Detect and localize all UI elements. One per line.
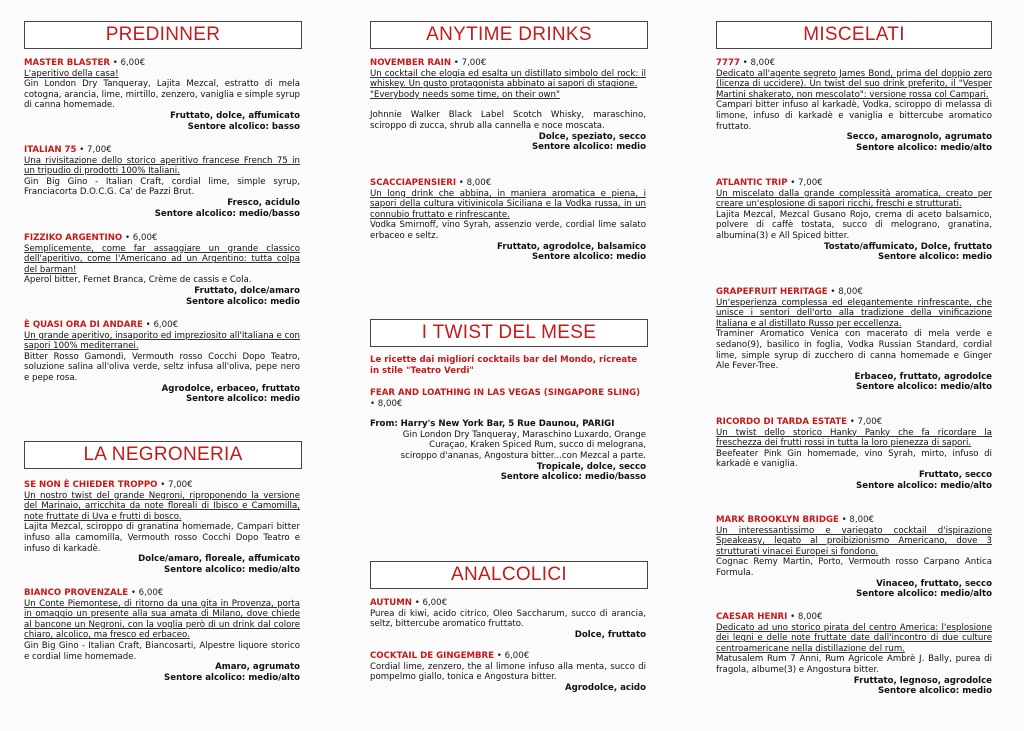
item-price: • 7,00€	[790, 178, 823, 188]
item-description: Un'esperienza complessa ed elegantemente rinfrescante, che unisce i sentori dell'orto alla tradizione della vinificazione Italiana e al distillato Russo per eccellenza.	[716, 297, 992, 329]
item-description: Dedicato ad uno storico pirata del centro America: l'esplosione dei legni e delle note fruttate date dall'incontro di due culture centroamericane nella distillazione del rum.	[716, 622, 992, 654]
item-flavor: Fruttato, dolce, affumicato	[170, 110, 300, 121]
item-alcohol: Sentore alcolico: medio/basso	[154, 208, 300, 219]
item-alcohol: Sentore alcolico: basso	[187, 121, 300, 132]
item-alcohol: Sentore alcolico: medio/alto	[164, 672, 300, 683]
item-ingredients: Matusalem Rum 7 Anni, Rum Agricole Ambrè J. Bally, purea di fragola, albume(3) e Angostura bitter.	[716, 654, 992, 675]
item-ingredients: Gin Big Gino - Italian Craft, cordial lime, simple syrup, Franciacorta D.O.C.G. Ca' de Pazzi Brut.	[24, 176, 300, 198]
item-description: Un miscelato dalla grande complessità aromatica, creato per creare un'esplosione di sapori ricchi, freschi e strutturati.	[716, 188, 992, 210]
section-title-analcolici: ANALCOLICI	[370, 561, 648, 589]
item-ingredients: Vodka Smirnoff, vino Syrah, assenzio verde, cordial lime salato erbaceo e seltz.	[370, 220, 646, 241]
item-flavor: Tostato/affumicato, Dolce, fruttato	[823, 241, 992, 252]
item-alcohol: Sentore alcolico: medio/alto	[856, 589, 992, 600]
menu-item	[370, 178, 646, 263]
item-flavor: Erbaceo, fruttato, agrodolce	[854, 371, 992, 382]
item-flavor: Amaro, agrumato	[215, 662, 300, 673]
item-description: Semplicemente, come far assaggiare un grande classico dell'aperitivo, come l'Americano ad un Argentino: tutta colpa del barman!	[24, 243, 300, 275]
item-price: • 6,00€	[145, 320, 179, 330]
item-price: • 8,00€	[370, 398, 403, 409]
item-price: • 7,00€	[79, 145, 112, 155]
item-ingredients: Gin London Dry Tanqueray, Maraschino Luxardo, Orange Curaçao, Kraken Spiced Rum, succo di melograna, sciroppo d'ananas, Angostura bitter...con Mezcal a parte.	[400, 429, 646, 461]
item-ingredients: Aperol bitter, Fernet Branca, Crème de cassis e Cola.	[24, 275, 252, 286]
item-ingredients: Cognac Remy Martin, Porto, Vermouth rosso Carpano Antica Formula.	[716, 557, 992, 578]
item-price: • 6,00€	[124, 233, 158, 243]
item-quote: "Everybody needs some time, on their own"	[370, 89, 560, 100]
item-name: CAESAR HENRI	[716, 612, 788, 622]
item-ingredients: Gin Big Gino - Italian Craft, Biancosarti, Alpestre liquore storico e cordial lime homemade.	[24, 640, 300, 662]
item-alcohol: Sentore alcolico: medio	[185, 394, 300, 405]
item-name: RICORDO DI TARDA ESTATE	[716, 417, 848, 427]
item-ingredients: Johnnie Walker Black Label Scotch Whisky, maraschino, sciroppo di zucca, shrub alla cannella e noce moscata.	[370, 110, 646, 131]
menu-item	[370, 58, 646, 153]
item-name: AUTUMN	[370, 598, 412, 608]
item-description: Un interessantissimo e variegato cocktail d'ispirazione Speakeasy, legato al proibizionismo Americano, dove 3 strutturati vinacei Europei si fondono.	[716, 525, 992, 557]
item-price: • 7,00€	[453, 58, 487, 68]
item-price: • 8,00€	[841, 515, 875, 525]
item-name: ATLANTIC TRIP	[716, 178, 788, 188]
menu-item	[370, 598, 646, 640]
item-price: • 6,00€	[496, 651, 530, 661]
item-flavor: Vinaceo, fruttato, secco	[876, 578, 992, 589]
item-name: COCKTAIL DE GINGEMBRE	[370, 651, 495, 661]
item-ingredients: Purea di kiwi, acido citrico, Oleo Saccharum, succo di arancia, seltz, bittercube aromatico fruttato.	[370, 608, 646, 630]
item-alcohol: Sentore alcolico: medio	[877, 252, 992, 263]
item-price: • 8,00€	[742, 58, 776, 68]
item-alcohol: Sentore alcolico: medio	[531, 252, 646, 263]
item-name: FEAR AND LOATHING IN LAS VEGAS (SINGAPORE SLING)	[370, 388, 641, 398]
item-name: NOVEMBER RAIN	[370, 58, 452, 68]
menu-item	[24, 320, 300, 405]
item-name: GRAPEFRUIT HERITAGE	[716, 287, 828, 297]
item-flavor: Dolce, fruttato	[574, 629, 646, 640]
twist-origin-place: Harry's New York Bar, 5 Rue Daunou, PARIGI	[400, 419, 615, 430]
item-flavor: Fruttato, legnoso, agrodolce	[853, 675, 992, 686]
section-title-la-negroneria: LA NEGRONERIA	[24, 441, 302, 469]
item-description: Un long drink che abbina, in maniera aromatica e piena, i sapori della cultura vitivinicola Siciliana e la Vodka russa, in un connubio fruttato e rinfrescante.	[370, 188, 646, 220]
item-flavor: Fruttato, agrodolce, balsamico	[497, 241, 646, 252]
menu-item	[716, 515, 992, 600]
item-price: • 7,00€	[849, 417, 883, 427]
item-alcohol: Sentore alcolico: medio/alto	[856, 142, 992, 153]
menu-item	[24, 58, 300, 132]
item-name: 7777	[716, 58, 740, 68]
item-description: L'aperitivo della casa!	[24, 68, 119, 79]
section-title-anytime-drinks: ANYTIME DRINKS	[370, 21, 648, 49]
item-name: ITALIAN 75	[24, 145, 77, 155]
item-description: Dedicato all'agente segreto James Bond, prima del doppio zero (licenza di uccidere). Un twist del suo drink preferito, il "Vesper Martini shakerato, non mescolato": versione rossa col Campari.	[716, 68, 992, 100]
item-name: È QUASI ORA DI ANDARE	[24, 320, 143, 330]
item-ingredients: Cordial lime, zenzero, the al limone infuso alla menta, succo di pompelmo giallo, tonica e Angostura bitter.	[370, 661, 646, 683]
item-flavor: Dolce, speziato, secco	[538, 131, 646, 142]
item-description: Un Conte Piemontese, di ritorno da una gita in Provenza, porta in omaggio un presente alla sua amata di Milano, dove chiede al bancone un Negroni, con la voglia però di un drink dal colore chiaro, alcolico, ma fresco ed erbaceo.	[24, 598, 300, 641]
item-description: Un nostro twist del grande Negroni, riproponendo la versione del Marinaio, arricchita da note floreali di Ibisco e Camomilla, note fruttate di Uva e frutti di bosco.	[24, 490, 300, 522]
item-price: • 6,00€	[414, 598, 448, 608]
item-alcohol: Sentore alcolico: medio/basso	[500, 472, 646, 483]
item-price: • 8,00€	[790, 612, 823, 622]
item-ingredients: Bitter Rosso Gamondi, Vermouth rosso Cocchi Dopo Teatro, soluzione salina all'oliva verde, seltz infusa all'oliva, pepe nero e pepe rosa.	[24, 351, 300, 383]
item-flavor: Dolce/amaro, floreale, affumicato	[138, 554, 300, 565]
item-alcohol: Sentore alcolico: medio	[531, 142, 646, 153]
menu-item	[716, 612, 992, 697]
item-price: • 6,00€	[130, 588, 164, 598]
item-name: MARK BROOKLYN BRIDGE	[716, 515, 839, 525]
item-flavor: Fresco, acidulo	[227, 197, 300, 208]
item-alcohol: Sentore alcolico: medio/alto	[856, 480, 992, 491]
item-flavor: Tropicale, dolce, secco	[536, 461, 646, 472]
menu-item	[716, 178, 992, 263]
item-flavor: Agrodolce, acido	[564, 682, 646, 693]
item-price: • 7,00€	[160, 480, 193, 490]
item-flavor: Agrodolce, erbaceo, fruttato	[161, 383, 300, 394]
item-alcohol: Sentore alcolico: medio/alto	[856, 382, 992, 393]
twist-item	[370, 388, 646, 483]
item-ingredients: Lajita Mezcal, sciroppo di granatina homemade, Campari bitter infuso alla camomilla, Vermouth rosso Cocchi Dopo Teatro e infuso di karkadè.	[24, 522, 300, 554]
item-flavor: Fruttato, secco	[919, 469, 992, 480]
item-alcohol: Sentore alcolico: medio	[185, 296, 300, 307]
item-alcohol: Sentore alcolico: medio/alto	[164, 564, 300, 575]
item-ingredients: Lajita Mezcal, Mezcal Gusano Rojo, crema di aceto balsamico, polvere di caffè tostata, succo di melograno, granatina, albumina(3) e All Spiced bitter.	[716, 209, 992, 241]
section-title-twist-del-mese: I TWIST DEL MESE	[370, 319, 648, 347]
item-description: Un twist dello storico Hanky Panky che fa ricordare la freschezza dei frutti rossi in tutta la loro pienezza di sapori.	[716, 427, 992, 449]
twist-intro-note: Le ricette dai migliori cocktails bar del Mondo, ricreate in stile "Teatro Verdi"	[370, 355, 638, 376]
menu-item	[24, 233, 300, 307]
item-flavor: Secco, amarognolo, agrumato	[846, 132, 992, 143]
menu-item	[24, 145, 300, 219]
item-price: • 8,00€	[458, 178, 492, 188]
section-title-predinner: PREDINNER	[24, 21, 302, 49]
item-ingredients: Traminer Aromatico Venica con macerato di mela verde e sedano(9), basilico in foglia, Vodka Russian Standard, cordial lime, simple syrup di zucchero di canna homemade e Ginger Ale Fever-Tree.	[716, 329, 992, 372]
item-price: • 6,00€	[112, 58, 146, 68]
item-price: • 8,00€	[830, 287, 863, 297]
menu-item	[716, 58, 992, 153]
menu-item	[370, 651, 646, 693]
item-flavor: Fruttato, dolce/amaro	[194, 285, 300, 296]
item-ingredients: Gin London Dry Tanqueray, Lajita Mezcal, estratto di mela cotogna, arancia, lime, mirtillo, zenzero, vaniglia e simple syrup di canna homemade.	[24, 79, 300, 111]
item-description: Un grande aperitivo, insaporito ed impreziosito all'Italiana e con sapori 100% mediterranei.	[24, 330, 300, 352]
twist-origin	[370, 419, 646, 430]
item-name: SCACCIAPENSIERI	[370, 178, 457, 188]
item-name: FIZZIKO ARGENTINO	[24, 233, 123, 243]
item-name: MASTER BLASTER	[24, 58, 110, 68]
menu-item	[24, 480, 300, 575]
item-name: BIANCO PROVENZALE	[24, 588, 129, 598]
item-name: SE NON È CHIEDER TROPPO	[24, 480, 158, 490]
item-alcohol: Sentore alcolico: medio	[877, 686, 992, 697]
item-ingredients: Campari bitter infuso al karkadè, Vodka, sciroppo di melassa di limone, infuso di karkadè e vaniglia e bittercube aromatico fruttato.	[716, 100, 992, 132]
item-ingredients: Beefeater Pink Gin homemade, vino Syrah, mirto, infuso di karkadè e vaniglia.	[716, 448, 992, 470]
twist-origin-label: From:	[370, 419, 398, 430]
menu-item	[716, 417, 992, 491]
menu-item	[716, 287, 992, 393]
item-description: Una rivisitazione dello storico aperitivo francese French 75 in un tripudio di prodotti 100% Italiani.	[24, 155, 300, 177]
section-title-miscelati: MISCELATI	[716, 21, 992, 49]
menu-item	[24, 588, 300, 683]
item-description: Un cocktail che elogia ed esalta un distillato simbolo del rock: il whiskey. Un gusto protagonista abbinato ai sapori di stagione.	[370, 68, 646, 90]
